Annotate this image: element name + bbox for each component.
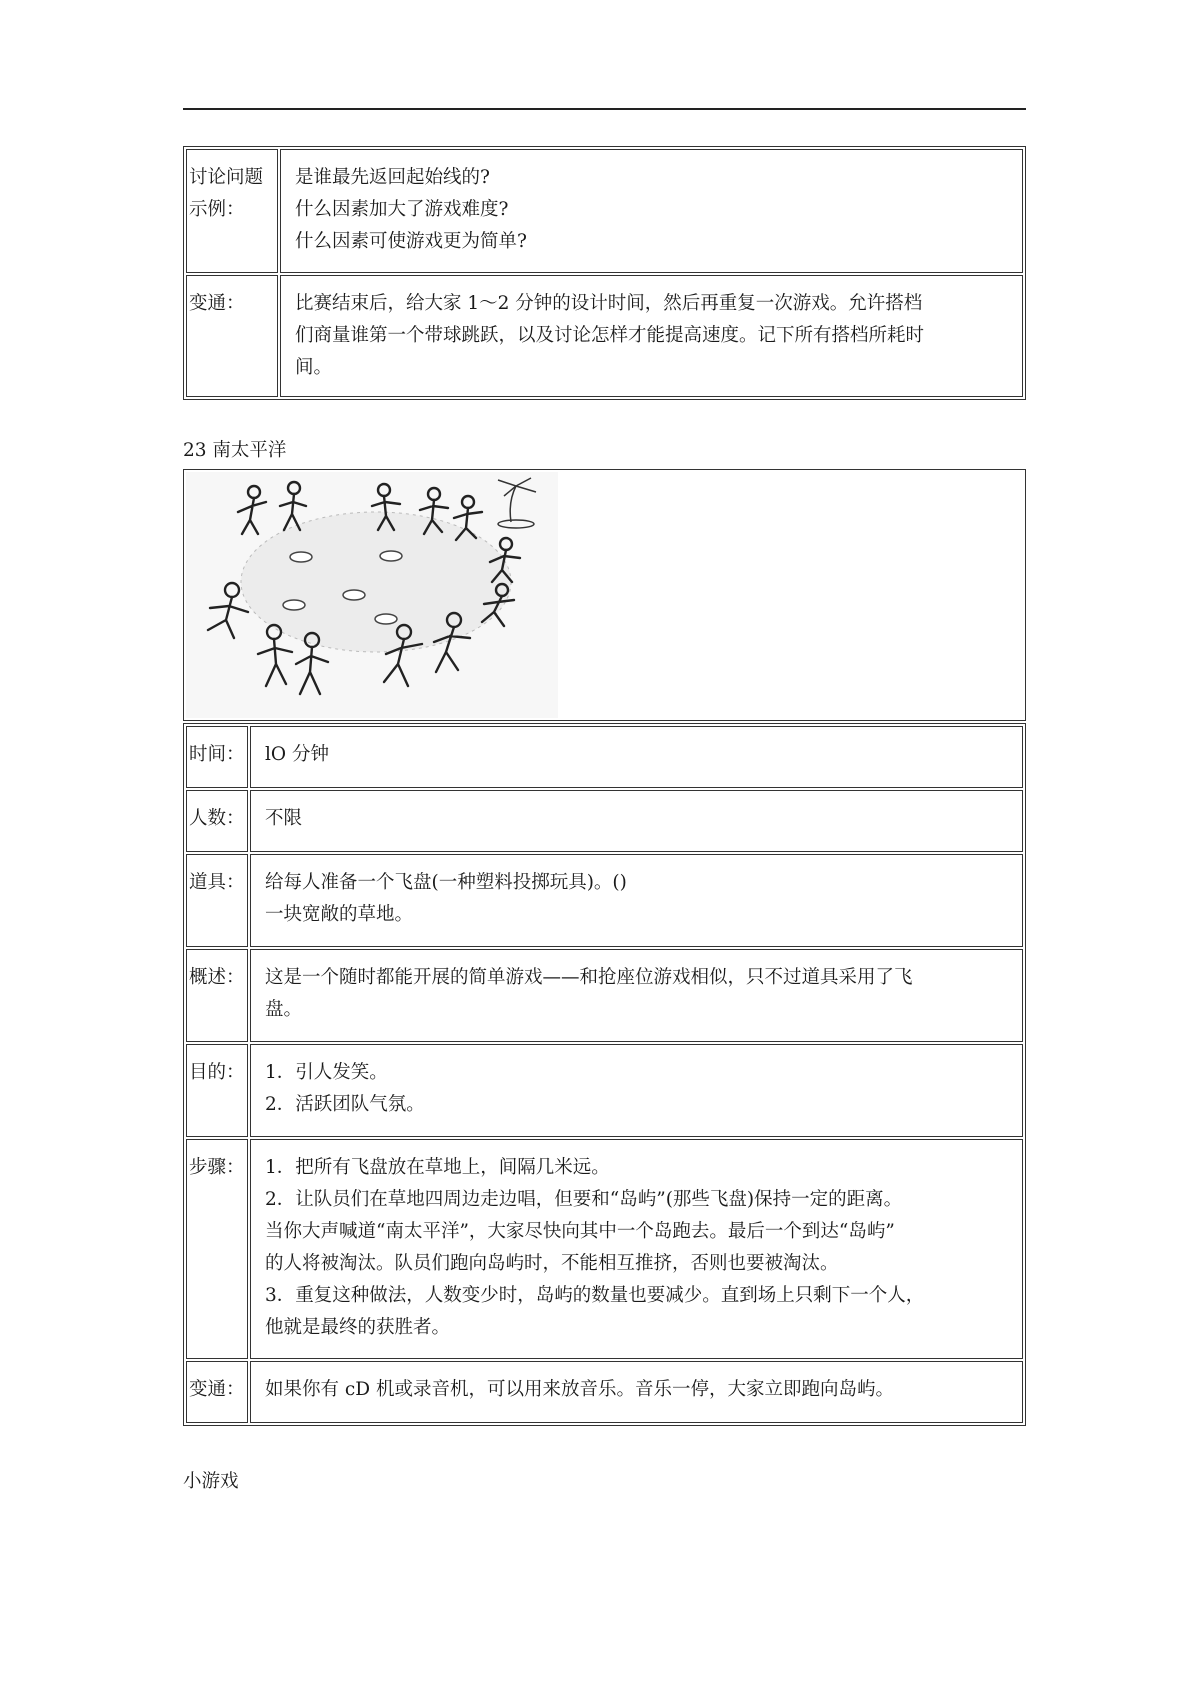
- text-line: 的人将被淘汰。队员们跑向岛屿时，不能相互推挤，否则也要被淘汰。: [265, 1253, 839, 1274]
- table-row: [186, 949, 1023, 1042]
- text-line: 不限: [265, 808, 303, 829]
- header-rule: [183, 108, 1026, 110]
- text-line: 一块宽敞的草地。: [265, 904, 414, 925]
- table-row: [186, 726, 1023, 788]
- row-value: [250, 726, 1023, 788]
- table-row: [186, 854, 1023, 947]
- row-value: [250, 1139, 1023, 1359]
- text-line: 盘。: [265, 999, 303, 1020]
- text-line: 给每人准备一个飞盘(一种塑料投掷玩具)。(): [265, 872, 627, 893]
- row-key: 讨论问题示例：: [186, 149, 278, 273]
- row-value: [250, 1044, 1023, 1137]
- text-line: 是谁最先返回起始线的?: [295, 167, 490, 188]
- row-key: 目的：: [186, 1044, 248, 1137]
- table-row: [186, 149, 1023, 273]
- text-line: 如果你有 cD 机或录音机，可以用来放音乐。音乐一停，大家立即跑向岛屿。: [265, 1379, 894, 1400]
- table-row: [186, 790, 1023, 852]
- text-line: 2．活跃团队气氛。: [265, 1094, 425, 1115]
- row-value: [280, 275, 1023, 397]
- row-key: 变通：: [186, 275, 278, 397]
- text-line: 间。: [295, 357, 333, 378]
- section-heading: 23 南太平洋: [183, 440, 287, 461]
- text-line: lO 分钟: [265, 744, 329, 765]
- text-line: 什么因素可使游戏更为简单?: [295, 231, 527, 252]
- text-line: 比赛结束后，给大家 1～2 分钟的设计时间，然后再重复一次游戏。允许搭档: [295, 293, 923, 314]
- row-value: [250, 949, 1023, 1042]
- footer-text: 小游戏: [183, 1471, 239, 1492]
- table-discussion: [183, 146, 1026, 400]
- row-key: 步骤：: [186, 1139, 248, 1359]
- text-line: 他就是最终的获胜者。: [265, 1317, 451, 1338]
- table-row: [186, 1139, 1023, 1359]
- row-key: 时间：: [186, 726, 248, 788]
- illustration-drawing: [186, 472, 558, 718]
- discussion-table: [183, 146, 1026, 400]
- table-row: [186, 1361, 1023, 1423]
- illustration-frame: [183, 469, 1026, 721]
- table-game-details: [183, 723, 1026, 1426]
- illustration-box: [183, 469, 1026, 721]
- game-details-table: [183, 723, 1026, 1426]
- row-key: 变通：: [186, 1361, 248, 1423]
- row-key: 人数：: [186, 790, 248, 852]
- row-value: [250, 790, 1023, 852]
- table-row: [186, 275, 1023, 397]
- text-line: 这是一个随时都能开展的简单游戏——和抢座位游戏相似，只不过道具采用了飞: [265, 967, 913, 988]
- table-row: [186, 1044, 1023, 1137]
- text-line: 1．把所有飞盘放在草地上，间隔几米远。: [265, 1157, 610, 1178]
- text-line: 什么因素加大了游戏难度?: [295, 199, 509, 220]
- text-line: 3．重复这种做法，人数变少时，岛屿的数量也要减少。直到场上只剩下一个人，: [265, 1285, 925, 1306]
- text-line: 当你大声喊道“南太平洋”，大家尽快向其中一个岛跑去。最后一个到达“岛屿”: [265, 1221, 895, 1242]
- text-line: 1．引人发笑。: [265, 1062, 388, 1083]
- row-value: [250, 1361, 1023, 1423]
- row-key: 概述：: [186, 949, 248, 1042]
- row-value: [280, 149, 1023, 273]
- text-line: 2．让队员们在草地四周边走边唱，但要和“岛屿”(那些飞盘)保持一定的距离。: [265, 1189, 903, 1210]
- row-key: 道具：: [186, 854, 248, 947]
- row-value: [250, 854, 1023, 947]
- text-line: 们商量谁第一个带球跳跃，以及讨论怎样才能提高速度。记下所有搭档所耗时: [295, 325, 925, 346]
